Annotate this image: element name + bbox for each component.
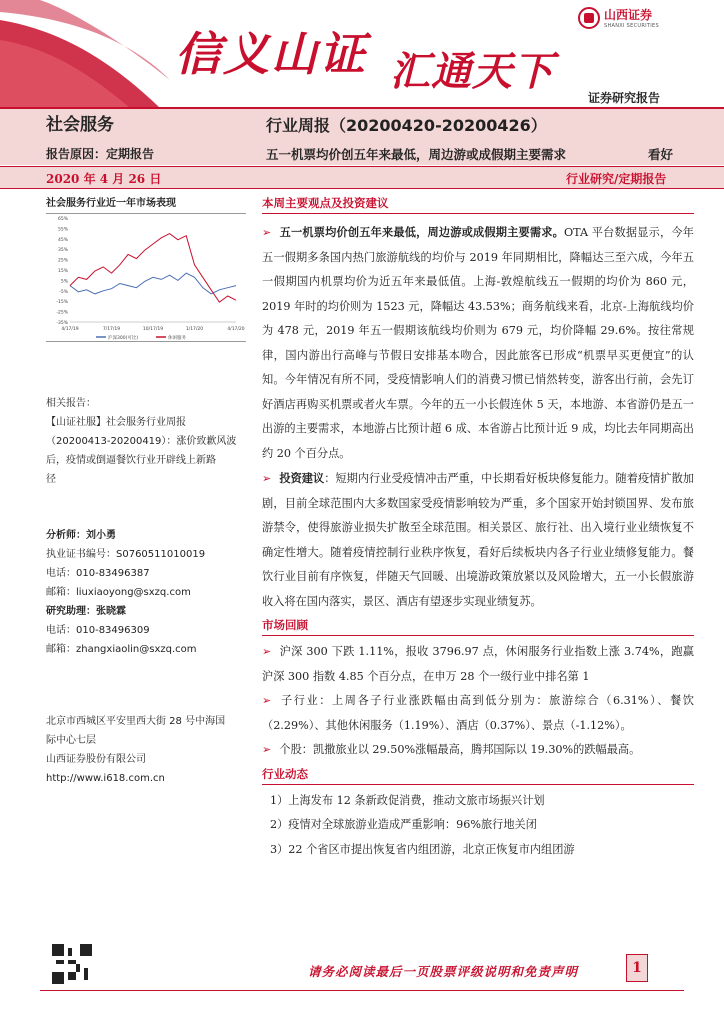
y-tick-label: 55% <box>57 227 68 233</box>
y-tick-label: -15% <box>56 300 68 306</box>
market-text: 个股：凯撒旅业以 29.50%涨幅最高，腾邦国际以 19.30%的跌幅最高。 <box>279 743 641 756</box>
dynamics-item: 3）22 个省区市提出恢复省内组团游，北京正恢复市内组团游 <box>270 842 575 856</box>
x-tick-label: 4/17/20 <box>227 327 245 332</box>
section-title-views: 本周主要观点及投资建议 <box>262 194 694 214</box>
x-tick-label: 1/17/20 <box>185 327 204 332</box>
paragraph-views <box>262 220 694 466</box>
related-line[interactable]: 后，疫情或倒逼餐饮行业开辟线上新路 <box>46 455 216 466</box>
related-title: 相关报告： <box>46 398 96 409</box>
chart-svg <box>46 212 246 342</box>
market-item <box>262 689 694 738</box>
website-link[interactable]: http://www.i618.com.cn <box>46 773 165 784</box>
related-line[interactable]: 径 <box>46 474 56 485</box>
weekly-title: 行业周报（20200420-20200426） <box>266 116 547 135</box>
related-line[interactable]: （20200413-20200419）：涨价致歉风波 <box>46 436 237 447</box>
email-1-row <box>46 583 246 602</box>
email-2[interactable]: zhangxiaolin@sxzq.com <box>76 644 197 655</box>
arrow-icon: ➢ <box>262 472 272 485</box>
arrow-icon: ➢ <box>262 226 272 239</box>
banner <box>0 0 724 108</box>
report-type: 证券研究报告 <box>588 91 661 105</box>
views-lead: 五一机票均价创五年来最低，周边游或成假期主要需求。 <box>279 225 564 239</box>
y-tick-label: -35% <box>56 321 68 326</box>
related-line[interactable]: 【山证社服】社会服务行业周报 <box>46 417 186 428</box>
y-tick-label: 15% <box>57 269 68 274</box>
logo-name-cn: 山西证券 <box>604 8 653 22</box>
y-tick-label: 65% <box>57 217 68 222</box>
address-line: 北京市西城区平安里西大街 28 号中海国 <box>46 716 226 727</box>
y-tick-label: 45% <box>57 237 68 243</box>
tel-2: 电话：010-83496309 <box>46 625 150 636</box>
market-item <box>262 738 694 763</box>
qr-code <box>52 944 92 984</box>
company-logo <box>578 6 659 29</box>
assistant: 研究助理：张晓霖 <box>46 606 126 617</box>
analyst: 分析师：刘小勇 <box>46 530 116 541</box>
paragraph-investment <box>262 466 694 614</box>
market-text: 子行业：上周各子行业涨跌幅由高到低分别为：旅游综合（6.31%）、餐饮（2.29%）、其他休闲服务（1.19%）、酒店（0.37%）、景点（-1.12%）。 <box>262 694 694 732</box>
contact-info <box>46 526 246 659</box>
email-1[interactable]: liuxiaoyong@sxzq.com <box>76 587 191 598</box>
section-title-dynamics: 行业动态 <box>262 765 694 785</box>
report-category: 行业研究/定期报告 <box>566 172 667 186</box>
x-tick-label: 4/17/19 <box>61 327 79 332</box>
tel-1: 电话：010-83496387 <box>46 568 150 579</box>
report-date: 2020 年 4 月 26 日 <box>46 172 162 186</box>
arrow-icon: ➢ <box>262 743 272 756</box>
y-tick-label: 5% <box>60 279 68 285</box>
y-tick-label: 25% <box>57 258 68 264</box>
email-1-label: 邮箱： <box>46 587 76 598</box>
company-name: 山西证券股份有限公司 <box>46 754 146 765</box>
logo-icon <box>578 7 600 29</box>
report-reason: 报告原因：定期报告 <box>46 147 155 161</box>
views-body: OTA 平台数据显示，今年五一假期多条国内热门旅游航线的均价与 2019 年同期相比，降幅达三至六成，今年五一假期国内机票均价为近五年来最低值。上海-敦煌航线五一假期的均价为 860 元，2019 年时的均价则为 1523 元，降幅达 43.53%；商务航线来看，北京-上海航线均价为 478 元，2019 年五一假期该航线均价则为 679 元，均价降幅 29.6%。按往常规律，国内游出行高峰与节假日安排基本吻合，因此旅客已形成“机票早买更便宜”的认知。今年情况有所不同，受疫情影响人们的消费习惯已悄然转变，游客出行前，会先订好酒店再购买机票或者火车票。今年的五一小长假连休 5 天，本地游、本省游仍是五一出游的主要需求，本地游占比预计超 6 成、本省游占比预计近 9 成，均比去年同期高出约 20 个百分点。 <box>262 226 694 460</box>
address-line: 际中心七层 <box>46 735 96 746</box>
series-line-1 <box>70 234 236 303</box>
sidebar <box>46 194 246 784</box>
dynamics-item: 1）上海发布 12 条新政促消费，推动文旅市场振兴计划 <box>270 793 545 807</box>
arrow-icon: ➢ <box>262 645 272 658</box>
chart-title: 社会服务行业近一年市场表现 <box>46 194 246 214</box>
x-tick-label: 10/17/19 <box>142 327 164 332</box>
logo-name-en: SHANXI SECURITIES <box>604 23 659 29</box>
disclaimer-note: 请务必阅读最后一页股票评级说明和免责声明 <box>308 964 579 979</box>
email-2-row <box>46 640 246 659</box>
market-item <box>262 640 694 689</box>
y-tick-label: -5% <box>59 289 68 295</box>
company-info <box>46 712 246 788</box>
series-line-0 <box>70 273 236 294</box>
section-title-market: 市场回顾 <box>262 616 694 636</box>
rating: 看好 <box>648 147 674 162</box>
license: 执业证书编号：S0760511010019 <box>46 549 206 560</box>
arrow-icon: ➢ <box>262 694 272 707</box>
x-tick-label: 7/17/19 <box>102 327 121 332</box>
investment-body: ：短期内行业受疫情冲击严重，中长期看好板块修复能力。随着疫情扩散加剧，目前全球范围内大多数国家受疫情影响较为严重，多个国家开始封锁国界、发布旅游禁令，使得旅游业损失扩散至全球范围。相关景区、旅行社、出入境行业业绩恢复不确定性增大。随着疫情控制行业秩序恢复，看好后续板块内各子行业业绩修复能力。餐饮行业目前有序恢复，伴随天气回暖、出境游政策放紧以及风险增大，五一小长假旅游收入将在国内落实，景区、酒店有望逐步实现业绩复苏。 <box>262 472 694 608</box>
email-2-label: 邮箱： <box>46 644 76 655</box>
headline: 五一机票均价创五年来最低，周边游或成假期主要需求 <box>266 147 567 162</box>
main-content <box>262 194 694 862</box>
sector-title: 社会服务 <box>46 115 114 135</box>
related-reports <box>46 394 246 489</box>
market-text: 沪深 300 下跌 1.11%，报收 3796.97 点，休闲服务行业指数上涨 3.74%，跑赢沪深 300 指数 4.85 个百分点，在申万 28 个一级行业中排名第 1 <box>262 645 694 683</box>
slogan-right: 汇通天下 <box>390 48 554 95</box>
y-tick-label: 35% <box>57 248 68 254</box>
footer-divider <box>40 990 684 991</box>
dynamics-item: 2）疫情对全球旅游业造成严重影响：96%旅行地关闭 <box>270 818 537 831</box>
legend-label: 休闲服务 <box>168 336 186 341</box>
page-number: 1 <box>626 954 648 982</box>
investment-lead: 投资建议 <box>279 471 325 485</box>
legend-label: 沪深300(可比) <box>108 336 139 341</box>
market-chart <box>46 212 246 342</box>
y-tick-label: -25% <box>56 310 68 316</box>
slogan-left: 信义山证 <box>175 27 367 81</box>
